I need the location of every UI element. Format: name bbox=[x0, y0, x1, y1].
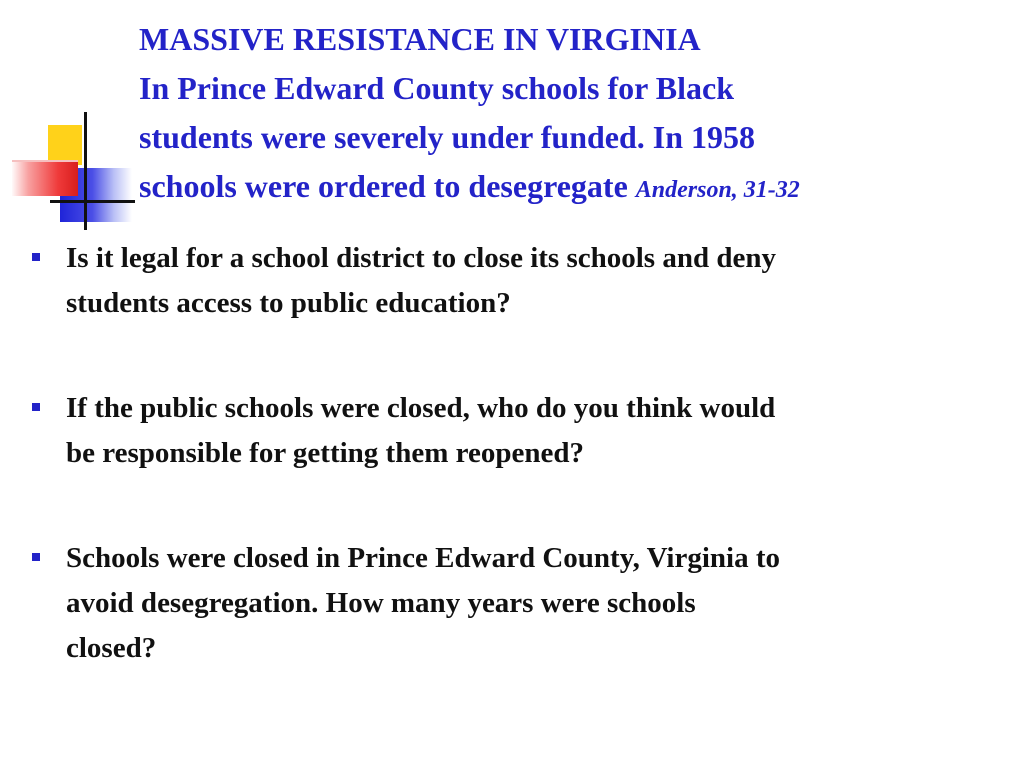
bullet-marker-icon bbox=[32, 553, 40, 561]
title-heading: MASSIVE RESISTANCE IN VIRGINIA bbox=[139, 21, 701, 57]
slide-title bbox=[139, 15, 1019, 215]
bullet-line: If the public schools were closed, who do you think would bbox=[66, 392, 776, 424]
bullet-line: avoid desegregation. How many years were schools bbox=[66, 587, 696, 619]
bullet-line: be responsible for getting them reopened? bbox=[66, 437, 584, 469]
bullet-item bbox=[28, 386, 1008, 476]
bullet-item bbox=[28, 536, 1008, 671]
red-square bbox=[12, 160, 78, 196]
bullet-item bbox=[28, 236, 1008, 326]
title-line-3 bbox=[139, 162, 1019, 215]
citation: Anderson, 31-32 bbox=[635, 177, 800, 203]
vertical-line bbox=[84, 112, 87, 230]
bullet-list bbox=[28, 236, 1008, 671]
title-line-3-text: schools were ordered to desegregate bbox=[139, 168, 628, 204]
bullet-line: Is it legal for a school district to close its schools and deny bbox=[66, 242, 776, 274]
horizontal-line bbox=[50, 200, 135, 203]
yellow-square bbox=[48, 125, 82, 165]
decorative-corner-graphic bbox=[0, 0, 140, 240]
title-line-2: students were severely under funded. In 1958 bbox=[139, 119, 756, 155]
bullet-line: closed? bbox=[66, 632, 157, 664]
bullet-line: Schools were closed in Prince Edward County, Virginia to bbox=[66, 542, 781, 574]
bullet-line: students access to public education? bbox=[66, 287, 511, 319]
bullet-marker-icon bbox=[32, 253, 40, 261]
bullet-marker-icon bbox=[32, 403, 40, 411]
title-line-1: In Prince Edward County schools for Black bbox=[139, 70, 735, 106]
